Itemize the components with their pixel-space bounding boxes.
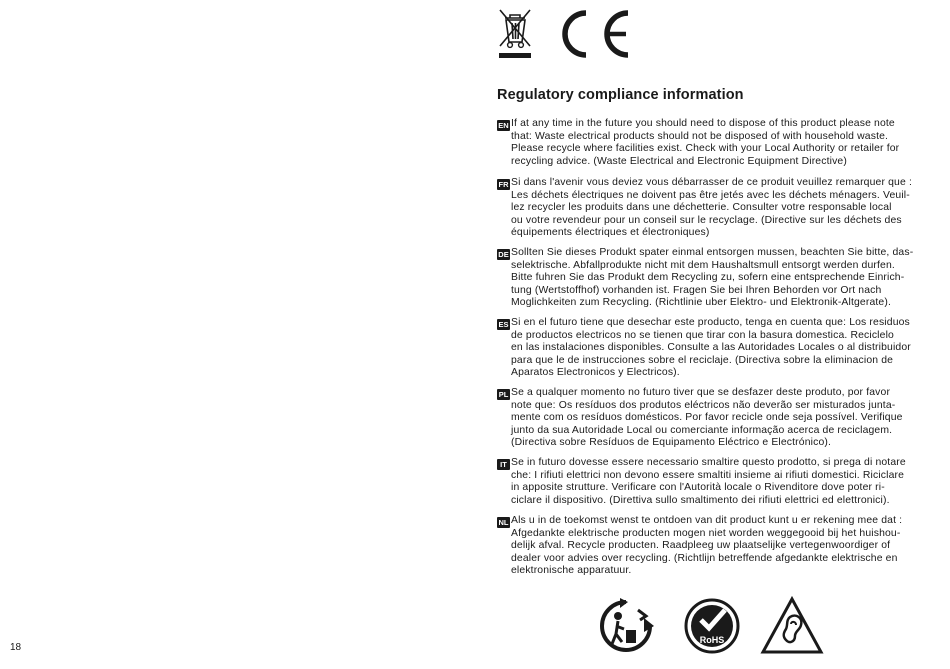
recycle-tidyman-icon — [596, 596, 656, 656]
language-section-it — [497, 457, 925, 507]
language-badge: NL — [498, 518, 509, 527]
rohs-check-icon — [683, 596, 741, 656]
page-number: 18 — [10, 642, 22, 653]
weee-crossed-bin-icon — [497, 6, 533, 60]
language-section-es — [497, 317, 925, 380]
hearing-warning-icon — [760, 596, 824, 656]
language-text: Se in futuro dovesse essere necessario smaltire questo prodotto, si prega di notare che: I rifiuti elettrici non devono essere smaltiti insieme ai rifiuti domestici. Riciclare in apposite strutture. Verificare con l'Autorità locale o Rivenditore dove poter ri- ciclare il dispositivo. (Direttiva sullo smaltimento dei rifiuti elettrici ed elettronici). — [511, 457, 906, 506]
language-text: Si dans l'avenir vous deviez vous débarrasser de ce produit veuillez remarquer que : Les déchets électriques ne doivent pas être jetés avec les déchets ménagers. Veuil- lez recycler les produits dans une déchetterie. Consulter votre responsable local ou votre revendeur pour un conseil sur le recyclage. (Directive sur les déchets des équipements électriques et électroniques) — [511, 177, 912, 238]
language-text: Se a qualquer momento no futuro tiver que se desfazer deste produto, por favor note que: Os resíduos dos produtos eléctricos não deverão ser misturados junta- mente com os resíduos domésticos. Por favor recicle onde seja possível. Verifique junto da sua Autoridade Local ou comerciante informação acerca de reciclagem. (Directiva sobre Resíduos de Equipamento Eléctrico e Electrónico). — [511, 387, 903, 448]
language-section-nl — [497, 515, 925, 578]
language-section-fr — [497, 177, 925, 240]
language-section-pl — [497, 387, 925, 450]
language-badge: EN — [498, 121, 509, 130]
language-text: Als u in de toekomst wenst te ontdoen van dit product kunt u er rekening mee dat : Afgedankte elektrische producten mogen niet worden weggegooid bij het huishou- delijk afval. Recycle producten. Raadpleeg uw plaatselijke vertegenwoordiger of dealer voor advies over recycling. (Richtlijn betreffende afgedankte elektrische en elektronische apparatuur. — [511, 515, 903, 576]
language-section-en — [497, 118, 925, 168]
rohs-label: RoHS — [699, 635, 725, 645]
ce-mark-icon — [556, 7, 632, 61]
language-text: Sollten Sie dieses Produkt spater einmal entsorgen mussen, beachten Sie bitte, das- selektrische. Abfallprodukte nicht mit dem Haushaltsmull entsorgt werden durfen. Bitte fuhren Sie das Produkt dem Recycling zu, sofern eine entsprechende Einrich- tung (Wertstoffhof) vorhanden ist. Fragen Sie bei Ihren Behorden vor Ort nach Moglichkeiten zum Recycling. (Richtlinie uber Elektro- und Elektronik-Altgerate). — [511, 247, 914, 308]
language-section-de — [497, 247, 925, 310]
language-badge: PL — [498, 390, 509, 399]
language-badge: ES — [498, 320, 509, 329]
language-text: If at any time in the future you should need to dispose of this product please note that: Waste electrical products should not be disposed of with household waste. Please recycle where facilities exist. Check with your Local Authority or retailer for recycling advice. (Waste Electrical and Electronic Equipment Directive) — [511, 118, 900, 167]
language-badge: FR — [498, 180, 509, 189]
language-badge: DE — [498, 250, 509, 259]
language-badge: IT — [497, 459, 510, 470]
page-title: Regulatory compliance information — [497, 87, 744, 103]
language-text: Si en el futuro tiene que desechar este producto, tenga en cuenta que: Los residuos de productos electricos no se tienen que tirar con la basura domestica. Reciclelo en las instalaciones disponibles. Consulte a las Autoridades Locales o al distribuidor para que le de instrucciones sobre el reciclaje. (Directiva sobre la eliminacion de Aparatos Electronicos y Electricos). — [511, 317, 911, 378]
